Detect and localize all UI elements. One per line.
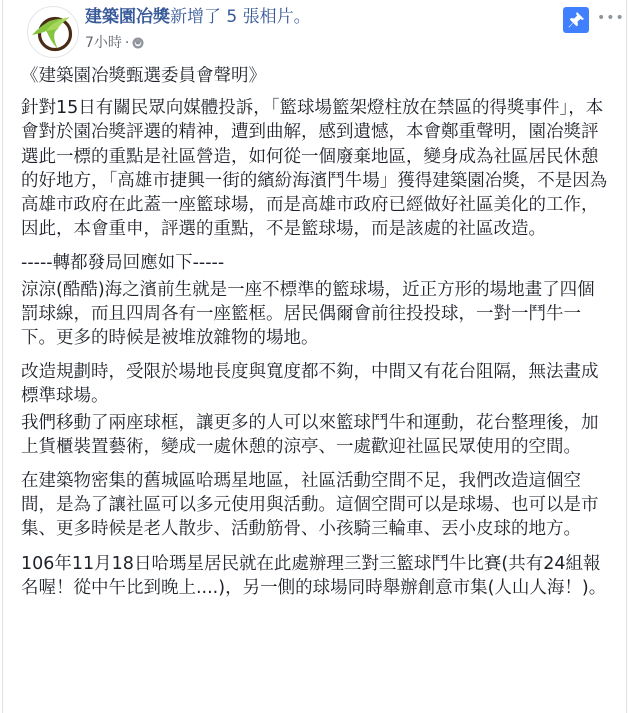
- post-paragraph-7: 106年11月18日哈瑪星居民就在此處辦理三對三籃球鬥牛比賽(共有24組報名喔！從中午比到晚上....)，另一側的球場同時舉辦創意市集(人山人海！)。: [21, 553, 607, 598]
- more-options-button[interactable]: •••: [597, 10, 625, 26]
- post-action-text[interactable]: 新增了 5 張相片。: [170, 7, 311, 27]
- pin-icon: [567, 11, 585, 29]
- post-meta: [85, 34, 144, 54]
- post-card: [2, 0, 627, 713]
- post-header: [3, 0, 626, 64]
- post-timestamp[interactable]: 7小時: [85, 35, 122, 51]
- post-paragraph-1: 針對15日有關民眾向媒體投訴，「籃球場籃架燈柱放在禁區的得獎事件」，本會對於園冶獎評選的精神，遭到曲解，感到遺憾，本會鄭重聲明，園冶獎評選此一標的重點是社區營造，如何從一個廢棄地區，變身成為社區居民休憩的好地方，「高雄市捷興一街的繽紛海濱鬥牛場」獲得建築園冶獎，不是因為高雄市政府在此蓋一座籃球場，而是高雄市政府已經做好社區美化的工作，因此，本會重申，評選的重點，不是籃球場，而是該處的社區改造。: [21, 98, 608, 240]
- pin-button[interactable]: [563, 7, 589, 33]
- post-paragraph-3: 涼涼(酷酷)海之濱前生就是一座不標準的籃球場，近正方形的場地畫了四個罰球線，而且四周各有一座籃框。居民偶爾會前往投投球，一對一鬥牛一下。更多的時候是被堆放雜物的場地。: [21, 279, 595, 349]
- leaf-logo-icon: [28, 7, 78, 57]
- page-avatar[interactable]: [27, 6, 79, 58]
- meta-separator: ·: [124, 35, 130, 51]
- post-paragraph-2: -----轉都發局回應如下-----: [21, 253, 225, 274]
- globe-icon[interactable]: [132, 36, 144, 54]
- post-title-line: [85, 6, 311, 28]
- post-paragraph-4: 改造規劃時，受限於場地長度與寬度都不夠，中間又有花台阻隔，無法畫成標準球場。: [21, 362, 599, 407]
- post-paragraph-6: 在建築物密集的舊城區哈瑪星地區，社區活動空間不足，我們改造這個空間，是為了讓社區可以多元使用與活動。這個空間可以是球場、也可以是市集、更多時候是老人散步、活動筋骨、小孩騎三輪車、丟小皮球的地方。: [21, 471, 599, 540]
- post-heading: 《建築園冶獎甄選委員會聲明》: [21, 66, 266, 86]
- post-body: [21, 64, 611, 610]
- page-name-link[interactable]: 建築園冶獎: [85, 7, 170, 27]
- post-paragraph-5: 我們移動了兩座球框，讓更多的人可以來籃球鬥牛和運動，花台整理後，加上貨櫃裝置藝術，變成一處休憩的涼亭、一處歡迎社區民眾使用的空間。: [21, 412, 599, 457]
